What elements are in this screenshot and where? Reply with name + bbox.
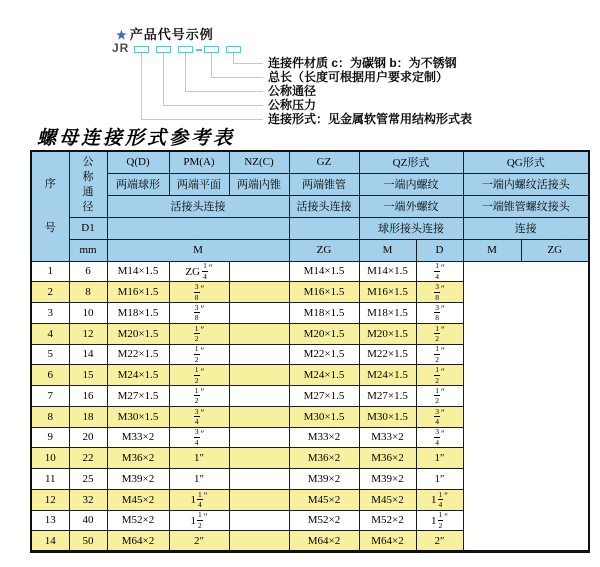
table-row [31, 282, 589, 303]
table-cell: 2″ [169, 531, 229, 552]
header-thread-m: M [107, 239, 289, 261]
table-row [31, 303, 589, 324]
table-cell: M52×2 [359, 510, 416, 531]
table-cell [229, 531, 289, 552]
table-cell: 1 $\frac{1}{4}$ ″ [416, 489, 463, 510]
table-cell: 1″ [169, 469, 229, 490]
table-cell: 12 [69, 323, 107, 344]
table-cell: 14 [31, 531, 69, 552]
header-empty [107, 217, 289, 239]
table-cell: M16×1.5 [107, 282, 169, 303]
table-cell [229, 365, 289, 386]
table-cell: M33×2 [289, 427, 359, 448]
code-box-2 [156, 46, 171, 53]
table-row [31, 531, 589, 552]
table-cell [229, 282, 289, 303]
table-cell [229, 261, 289, 282]
table-cell: $\frac{1}{2}$ ″ [169, 323, 229, 344]
table-cell: M52×2 [289, 510, 359, 531]
header-connection: 一端锥管螺纹接头 [463, 195, 589, 217]
table-cell: $\frac{1}{2}$ ″ [169, 365, 229, 386]
table-cell: M18×1.5 [289, 303, 359, 324]
table-cell: M30×1.5 [359, 406, 416, 427]
table-cell: M24×1.5 [359, 365, 416, 386]
table-cell [229, 344, 289, 365]
table-cell: 40 [69, 510, 107, 531]
header-ball-joint: 球形接头连接 [359, 217, 463, 239]
header-group-pma: PM(A) [169, 151, 229, 173]
table-cell: M39×2 [359, 469, 416, 490]
table-row [31, 469, 589, 490]
table-row [31, 510, 589, 531]
table-row [31, 365, 589, 386]
header-end-type: 两端平面 [169, 173, 229, 195]
table-cell [229, 323, 289, 344]
table-cell: 10 [31, 448, 69, 469]
table-cell: $\frac{1}{2}$ ″ [416, 365, 463, 386]
table-cell: M39×2 [289, 469, 359, 490]
header-thread-m: M [359, 239, 416, 261]
table-cell: 15 [69, 365, 107, 386]
table-cell: 10 [69, 303, 107, 324]
table-cell: M45×2 [359, 489, 416, 510]
table-cell: 14 [69, 344, 107, 365]
table-row [31, 489, 589, 510]
header-thread-zg: ZG [289, 239, 359, 261]
table-cell: M30×1.5 [289, 406, 359, 427]
nut-connection-table [30, 150, 590, 553]
table-cell: 8 [69, 282, 107, 303]
table-title: 螺母连接形式参考表 [37, 128, 236, 149]
table-cell: $\frac{3}{8}$ ″ [416, 303, 463, 324]
label-connection-form: 连接形式：见金属软管常用结构形式表 [268, 112, 473, 126]
table-cell: $\frac{3}{8}$ ″ [169, 282, 229, 303]
table-body [31, 261, 589, 552]
table-cell: M16×1.5 [289, 282, 359, 303]
table-cell: $\frac{1}{4}$ ″ [416, 261, 463, 282]
header-end-type: 两端锥管 [289, 173, 359, 195]
table-cell: 8 [31, 406, 69, 427]
table-cell: M27×1.5 [289, 386, 359, 407]
table-cell: 11 [31, 469, 69, 490]
header-nominal-diameter: 公 称 通 径 [69, 151, 107, 217]
code-dash [196, 49, 202, 51]
table-cell [229, 448, 289, 469]
table-cell: 4 [31, 323, 69, 344]
table-cell: $\frac{3}{4}$ ″ [416, 427, 463, 448]
table-cell: 5 [31, 344, 69, 365]
header-thread-d: D [416, 239, 463, 261]
diagram-title-text: 产品代号示例 [129, 27, 214, 42]
table-cell: M64×2 [107, 531, 169, 552]
label-total-length: 总长（长度可根据用户要求定制） [268, 70, 449, 84]
table-cell [229, 489, 289, 510]
header-connect: 连接 [463, 217, 589, 239]
code-box-5 [226, 46, 241, 53]
table-cell: $\frac{1}{2}$ ″ [416, 323, 463, 344]
table-cell: 32 [69, 489, 107, 510]
header-group-qd: Q(D) [107, 151, 169, 173]
table-cell: 1 $\frac{1}{2}$ ″ [169, 510, 229, 531]
callout-line [185, 53, 186, 91]
table-cell: 1″ [169, 448, 229, 469]
table-cell: M27×1.5 [107, 386, 169, 407]
table-cell: 13 [31, 510, 69, 531]
table-cell: 3 [31, 303, 69, 324]
table-cell: 1″ [416, 448, 463, 469]
table-cell: 22 [69, 448, 107, 469]
table-cell: 18 [69, 406, 107, 427]
table-row [31, 344, 589, 365]
table-cell: M16×1.5 [359, 282, 416, 303]
header-mm: mm [69, 239, 107, 261]
callout-line [141, 119, 263, 120]
table-row [31, 386, 589, 407]
header-empty [289, 217, 359, 239]
diagram-title [116, 24, 214, 43]
table-cell: M27×1.5 [359, 386, 416, 407]
table-cell: 9 [31, 427, 69, 448]
table-cell: $\frac{3}{4}$ ″ [169, 406, 229, 427]
table-cell: $\frac{1}{2}$ ″ [416, 386, 463, 407]
table-cell: 6 [31, 365, 69, 386]
table-cell: 6 [69, 261, 107, 282]
table-cell: 2 [31, 282, 69, 303]
table-cell: M22×1.5 [107, 344, 169, 365]
header-connection: 一端外螺纹 [359, 195, 463, 217]
table-cell: M24×1.5 [289, 365, 359, 386]
table-cell: 16 [69, 386, 107, 407]
callout-line [211, 77, 263, 78]
table-cell: M14×1.5 [289, 261, 359, 282]
table-cell: 1″ [416, 469, 463, 490]
table-cell: M64×2 [289, 531, 359, 552]
header-group-qg: QG形式 [463, 151, 589, 173]
table-cell: M45×2 [107, 489, 169, 510]
code-box-1 [134, 46, 149, 53]
table-cell [229, 303, 289, 324]
table-row [31, 406, 589, 427]
header-connection: 活接头连接 [289, 195, 359, 217]
table-cell: M64×2 [359, 531, 416, 552]
table-cell: M52×2 [107, 510, 169, 531]
callout-line [163, 105, 263, 106]
table-cell: M14×1.5 [359, 261, 416, 282]
table-cell [229, 469, 289, 490]
label-nominal-pressure: 公称压力 [268, 98, 317, 112]
header-end-type: 一端内螺纹活接头 [463, 173, 589, 195]
callout-line [141, 53, 142, 119]
table-header [31, 151, 589, 261]
table-cell: M33×2 [107, 427, 169, 448]
table-cell [229, 386, 289, 407]
table-cell: 50 [69, 531, 107, 552]
table-cell: $\frac{1}{2}$ ″ [169, 386, 229, 407]
header-end-type: 两端球形 [107, 173, 169, 195]
header-serial: 序 号 [31, 151, 69, 261]
table-cell: M36×2 [107, 448, 169, 469]
table-cell: M20×1.5 [107, 323, 169, 344]
callout-line [233, 63, 263, 64]
table-cell: M39×2 [107, 469, 169, 490]
table-cell: 1 $\frac{1}{2}$ ″ [416, 510, 463, 531]
callout-line [163, 53, 164, 105]
table-cell: M18×1.5 [107, 303, 169, 324]
table-cell: 25 [69, 469, 107, 490]
code-prefix: JR [112, 41, 130, 55]
label-nominal-diameter: 公称通径 [268, 84, 317, 98]
table-cell: $\frac{3}{8}$ ″ [169, 303, 229, 324]
label-material: 连接件材质 c：为碳钢 b：为不锈钢 [268, 56, 457, 70]
table-cell: M18×1.5 [359, 303, 416, 324]
table-cell: 7 [31, 386, 69, 407]
table-cell [229, 406, 289, 427]
table-cell [229, 510, 289, 531]
code-box-4 [204, 46, 219, 53]
header-group-qz: QZ形式 [359, 151, 463, 173]
table-cell: M14×1.5 [107, 261, 169, 282]
table-cell: M30×1.5 [107, 406, 169, 427]
header-group-nzc: NZ(C) [229, 151, 289, 173]
table-cell: ZG $\frac{1}{4}$ ″ [169, 261, 229, 282]
table-cell: $\frac{3}{8}$ ″ [416, 282, 463, 303]
table-cell: M20×1.5 [289, 323, 359, 344]
table-row [31, 323, 589, 344]
table-cell: M45×2 [289, 489, 359, 510]
table-cell: $\frac{3}{4}$ ″ [416, 406, 463, 427]
table-cell: M24×1.5 [107, 365, 169, 386]
header-end-type: 一端内螺纹 [359, 173, 463, 195]
table-cell: 1 [31, 261, 69, 282]
table-cell: M36×2 [359, 448, 416, 469]
table-row [31, 261, 589, 282]
star-icon: ★ [116, 28, 128, 42]
table-cell [229, 427, 289, 448]
header-thread-m: M [463, 239, 521, 261]
header-group-gz: GZ [289, 151, 359, 173]
table-row [31, 427, 589, 448]
table-cell: M22×1.5 [359, 344, 416, 365]
table-cell: M36×2 [289, 448, 359, 469]
table-cell: 1 $\frac{1}{4}$ ″ [169, 489, 229, 510]
table-cell: 2″ [416, 531, 463, 552]
header-thread-zg: ZG [521, 239, 589, 261]
table-cell: 12 [31, 489, 69, 510]
table-cell: $\frac{1}{2}$ ″ [416, 344, 463, 365]
header-end-type: 两端内锥 [229, 173, 289, 195]
header-d1: D1 [69, 217, 107, 239]
table-cell: M22×1.5 [289, 344, 359, 365]
table-cell: $\frac{3}{4}$ ″ [169, 427, 229, 448]
callout-line [185, 91, 263, 92]
table-row [31, 448, 589, 469]
table-cell: M33×2 [359, 427, 416, 448]
code-box-3 [178, 46, 193, 53]
table-cell: M20×1.5 [359, 323, 416, 344]
table-cell: 20 [69, 427, 107, 448]
table-cell: $\frac{1}{2}$ ″ [169, 344, 229, 365]
header-connection: 活接头连接 [107, 195, 289, 217]
callout-line [233, 53, 234, 63]
callout-line [211, 53, 212, 77]
